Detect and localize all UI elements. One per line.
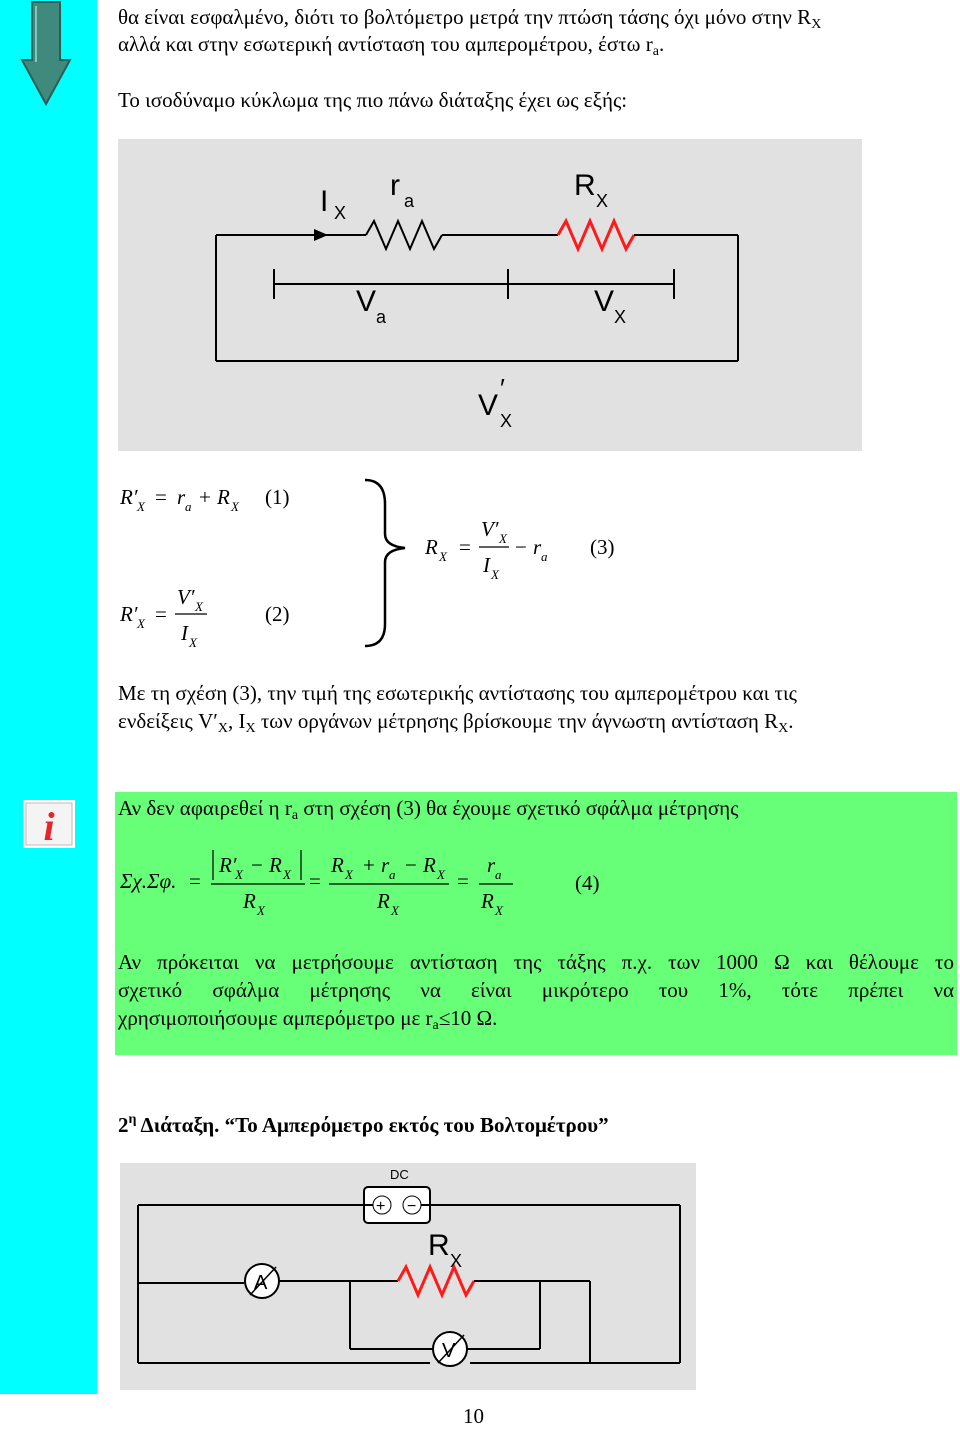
svg-text:=: = xyxy=(155,485,167,509)
intro-line: Το ισοδύναμο κύκλωμα της πιο πάνω διάταξης έχει ως εξής: xyxy=(118,88,628,112)
svg-text:i: i xyxy=(43,804,55,848)
svg-text:=: = xyxy=(155,602,167,626)
error-equation xyxy=(115,840,635,930)
svg-text:=: = xyxy=(309,869,321,893)
voltmeter-label: V xyxy=(442,1340,456,1362)
svg-text:R: R xyxy=(331,853,344,877)
svg-text:X: X xyxy=(189,635,197,650)
svg-text:=: = xyxy=(459,535,471,559)
svg-text:R′: R′ xyxy=(219,853,237,877)
page-number: 10 xyxy=(463,1404,484,1428)
svg-text:r: r xyxy=(533,535,542,559)
svg-text:−: − xyxy=(251,853,263,877)
label-va-sub: a xyxy=(376,307,387,327)
label-rx-sub: X xyxy=(596,191,609,211)
svg-text:=: = xyxy=(457,869,469,893)
svg-text:a: a xyxy=(495,867,502,882)
svg-text:−: − xyxy=(405,853,417,877)
dc-label: DC xyxy=(390,1167,409,1182)
svg-text:V′: V′ xyxy=(481,517,499,541)
svg-text:+: + xyxy=(199,485,211,509)
svg-text:X: X xyxy=(391,903,399,918)
note-line: Αν δεν αφαιρεθεί η $r_a$ στη σχέση (3) θα έχουμε σχετικό σφάλμα μέτρησης xyxy=(118,796,739,823)
svg-text:X: X xyxy=(195,599,203,614)
plus-terminal: + xyxy=(376,1198,386,1215)
paragraph-line: ενδείξεις $V'_X$, $I_X$ των οργάνων μέτρησης βρίσκουμε την άγνωστη αντίσταση $R_X$. xyxy=(118,709,794,736)
svg-text:r: r xyxy=(487,853,496,877)
svg-text:−: − xyxy=(515,535,527,559)
label-va: V xyxy=(356,285,377,318)
error-symbol: Σχ.Σφ. xyxy=(120,869,177,893)
note-paragraph-line: σχετικό σφάλμα μέτρησης να είναι μικρότερο του 1%, τότε πρέπει να xyxy=(118,978,954,1002)
svg-text:R: R xyxy=(377,889,390,913)
svg-text:=: = xyxy=(189,869,201,893)
svg-text:X: X xyxy=(137,499,145,514)
label-ix: I xyxy=(320,185,329,218)
info-icon[interactable] xyxy=(23,800,75,848)
svg-text:I: I xyxy=(181,621,188,645)
note-paragraph-line: χρησιμοποιήσουμε αμπερόμετρο με $r_a\le 10$ Ω. xyxy=(118,1006,498,1033)
svg-text:R: R xyxy=(425,535,438,559)
svg-text:r: r xyxy=(381,853,390,877)
svg-text:X: X xyxy=(257,903,265,918)
svg-text:+: + xyxy=(363,853,375,877)
equations-block xyxy=(115,474,645,654)
svg-text:I: I xyxy=(483,553,490,577)
paragraph-line: θα είναι εσφαλμένο, διότι το βολτόμετρο μετρά την πτώση τάσης όχι μόνο στην $R_X$ xyxy=(118,5,822,32)
svg-text:R′: R′ xyxy=(120,602,138,626)
svg-text:X: X xyxy=(439,549,447,564)
paragraph-line: Με τη σχέση (3), την τιμή της εσωτερικής αντίστασης του αμπερομέτρου και τις xyxy=(118,681,797,705)
svg-text:R: R xyxy=(423,853,436,877)
label-rx: R xyxy=(574,169,596,202)
svg-text:a: a xyxy=(389,867,396,882)
svg-text:R: R xyxy=(217,485,230,509)
ammeter-label: A xyxy=(254,1272,268,1294)
paragraph-line: αλλά και στην εσωτερική αντίσταση του αμπερομέτρου, έστω $r_a$. xyxy=(118,32,665,59)
eq1-tag: (1) xyxy=(265,485,290,509)
svg-text:X: X xyxy=(437,867,445,882)
rx-label-sub: X xyxy=(450,1251,463,1271)
svg-text:X: X xyxy=(235,867,243,882)
label-vx-prime-mark: ′ xyxy=(500,373,505,403)
svg-text:X: X xyxy=(345,867,353,882)
svg-text:X: X xyxy=(283,867,291,882)
svg-text:R: R xyxy=(243,889,256,913)
down-arrow-icon[interactable] xyxy=(20,0,72,108)
label-ix-sub: X xyxy=(334,203,347,223)
label-vx-prime: V xyxy=(478,389,499,422)
eq4-tag: (4) xyxy=(575,871,600,895)
svg-text:X: X xyxy=(231,499,239,514)
eq2-tag: (2) xyxy=(265,602,290,626)
svg-text:X: X xyxy=(491,567,499,582)
svg-text:R′: R′ xyxy=(120,485,138,509)
label-vx: V xyxy=(594,285,615,318)
note-paragraph-line: Αν πρόκειται να μετρήσουμε αντίσταση της τάξης π.χ. των 1000 Ω και θέλουμε το xyxy=(118,950,954,974)
sidebar-strip xyxy=(0,0,97,1394)
ammeter-outside-circuit-diagram xyxy=(120,1163,696,1390)
label-vx-sub: X xyxy=(614,307,627,327)
svg-text:V′: V′ xyxy=(177,585,195,609)
svg-text:X: X xyxy=(499,531,507,546)
svg-text:R: R xyxy=(269,853,282,877)
svg-text:X: X xyxy=(137,616,145,631)
minus-terminal: − xyxy=(407,1198,417,1215)
label-vx-prime-sub: X xyxy=(500,411,513,431)
svg-text:a: a xyxy=(185,499,192,514)
svg-text:a: a xyxy=(541,549,548,564)
eq3-tag: (3) xyxy=(590,535,615,559)
label-ra: r xyxy=(390,169,400,202)
svg-text:r: r xyxy=(177,485,186,509)
svg-text:R: R xyxy=(481,889,494,913)
equivalent-circuit-diagram xyxy=(118,139,862,451)
section-heading: $2^\eta$ Διάταξη. “Το Αμπερόμετρο εκτός του Βολτομέτρου” xyxy=(118,1112,609,1137)
rx-label: R xyxy=(428,1229,450,1262)
svg-text:X: X xyxy=(495,903,503,918)
label-ra-sub: a xyxy=(404,191,415,211)
